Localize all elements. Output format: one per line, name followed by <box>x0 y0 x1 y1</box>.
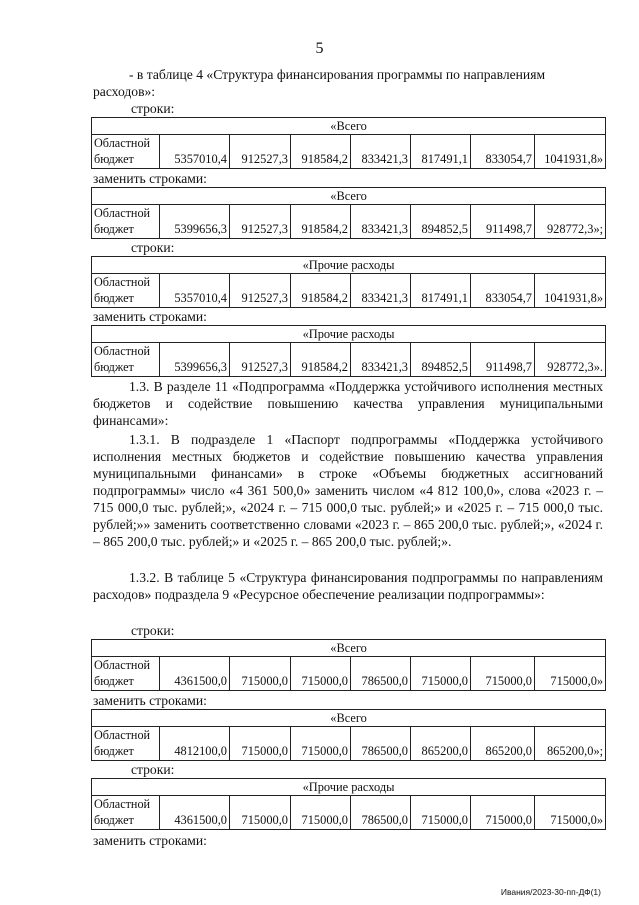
rows-label: строки: <box>131 240 175 255</box>
table-cell: 715000,0 <box>230 796 291 830</box>
table-header: «Всего <box>92 118 606 135</box>
row-label: Областной бюджет <box>92 727 160 761</box>
table-cell: 715000,0 <box>291 796 351 830</box>
rows-label: строки: <box>131 101 175 116</box>
table-cell: 833421,3 <box>351 343 411 377</box>
table-cell: 865200,0 <box>471 727 535 761</box>
table-cell: 715000,0» <box>535 796 606 830</box>
table-cell: 833054,7 <box>471 135 535 169</box>
table-cell: 715000,0 <box>411 657 471 691</box>
budget-table-3 <box>91 256 606 308</box>
table-cell: 715000,0 <box>230 657 291 691</box>
table-cell: 918584,2 <box>291 343 351 377</box>
table-cell: 715000,0 <box>291 727 351 761</box>
row-label: Областной бюджет <box>92 205 160 239</box>
paragraph-1-3-1: 1.3.1. В подразделе 1 «Паспорт подпрограммы «Поддержка устойчивого исполнения местных бюджетов и содействие повышению качества управления муниципальными финансами» в строке «Объемы бюджетных ассигнований подпрограммы» число «4 361 500,0» заменить числом «4 812 100,0», слова «2023 г. – 715 000,0 тыс. рублей;», «2024 г. – 715 000,0 тыс. рублей;» и «2025 г. – 715 000,0 тыс. рублей;»» заменить соответственно словами «2023 г. – 865 200,0 тыс. рублей;», «2024 г. – 865 200,0 тыс. рублей;» и «2025 г. – 865 200,0 тыс. рублей;». <box>93 432 603 549</box>
page-number: 5 <box>315 40 324 57</box>
budget-table-7 <box>91 778 606 830</box>
row-label: Областной бюджет <box>92 135 160 169</box>
replace-label: заменить строками: <box>93 171 207 186</box>
replace-label: заменить строками: <box>93 833 207 848</box>
table-cell: 1041931,8» <box>535 274 606 308</box>
paragraph-1-3-2: 1.3.2. В таблице 5 «Структура финансирования подпрограммы по направлениям расходов» подраздела 9 «Ресурсное обеспечение реализации подпрограммы»: <box>93 570 603 602</box>
row-label: Областной бюджет <box>92 796 160 830</box>
table-cell: 4361500,0 <box>160 796 230 830</box>
table-cell: 786500,0 <box>351 727 411 761</box>
table-cell: 5399656,3 <box>160 205 230 239</box>
budget-table-2 <box>91 187 606 239</box>
table-cell: 715000,0 <box>291 657 351 691</box>
table-cell: 894852,5 <box>411 205 471 239</box>
table-cell: 912527,3 <box>230 274 291 308</box>
table-cell: 715000,0 <box>411 796 471 830</box>
row-label: Областной бюджет <box>92 657 160 691</box>
rows-label: строки: <box>131 762 175 777</box>
table-cell: 833421,3 <box>351 135 411 169</box>
table-cell: 894852,5 <box>411 343 471 377</box>
table-cell: 5357010,4 <box>160 135 230 169</box>
table-cell: 918584,2 <box>291 274 351 308</box>
rows-label: строки: <box>131 623 175 638</box>
table-cell: 786500,0 <box>351 796 411 830</box>
table-cell: 918584,2 <box>291 205 351 239</box>
table-cell: 1041931,8» <box>535 135 606 169</box>
table-cell: 715000,0 <box>230 727 291 761</box>
row-label: Областной бюджет <box>92 274 160 308</box>
table-cell: 833054,7 <box>471 274 535 308</box>
table-cell: 911498,7 <box>471 343 535 377</box>
budget-table-5 <box>91 639 606 691</box>
document-footer-code: Ивания/2023-30-пп-ДФ(1) <box>500 887 601 897</box>
row-label: Областной бюджет <box>92 343 160 377</box>
budget-table-4 <box>91 325 606 377</box>
table-cell: 833421,3 <box>351 274 411 308</box>
table-cell: 865200,0»; <box>535 727 606 761</box>
budget-table-6 <box>91 709 606 761</box>
paragraph-1-3: 1.3. В разделе 11 «Подпрограмма «Поддержка устойчивого исполнения местных бюджетов и содействие повышению качества управления муниципальными финансами»: <box>93 379 603 428</box>
table-header: «Прочие расходы <box>92 326 606 343</box>
table-cell: 928772,3»; <box>535 205 606 239</box>
budget-table-1 <box>91 117 606 169</box>
table-header: «Всего <box>92 640 606 657</box>
table-header: «Всего <box>92 188 606 205</box>
table-cell: 4361500,0 <box>160 657 230 691</box>
table-cell: 5399656,3 <box>160 343 230 377</box>
table-header: «Прочие расходы <box>92 257 606 274</box>
table-cell: 912527,3 <box>230 135 291 169</box>
replace-label: заменить строками: <box>93 309 207 324</box>
intro-paragraph: - в таблице 4 «Структура финансирования программы по направлениям расходов»: <box>93 67 546 99</box>
table-cell: 817491,1 <box>411 135 471 169</box>
table-cell: 715000,0 <box>471 796 535 830</box>
table-header: «Всего <box>92 710 606 727</box>
table-cell: 5357010,4 <box>160 274 230 308</box>
table-header: «Прочие расходы <box>92 779 606 796</box>
table-cell: 912527,3 <box>230 343 291 377</box>
table-cell: 4812100,0 <box>160 727 230 761</box>
table-cell: 928772,3». <box>535 343 606 377</box>
table-cell: 865200,0 <box>411 727 471 761</box>
table-cell: 715000,0» <box>535 657 606 691</box>
table-cell: 833421,3 <box>351 205 411 239</box>
table-cell: 918584,2 <box>291 135 351 169</box>
table-cell: 715000,0 <box>471 657 535 691</box>
table-cell: 817491,1 <box>411 274 471 308</box>
table-cell: 911498,7 <box>471 205 535 239</box>
table-cell: 912527,3 <box>230 205 291 239</box>
replace-label: заменить строками: <box>93 693 207 708</box>
table-cell: 786500,0 <box>351 657 411 691</box>
